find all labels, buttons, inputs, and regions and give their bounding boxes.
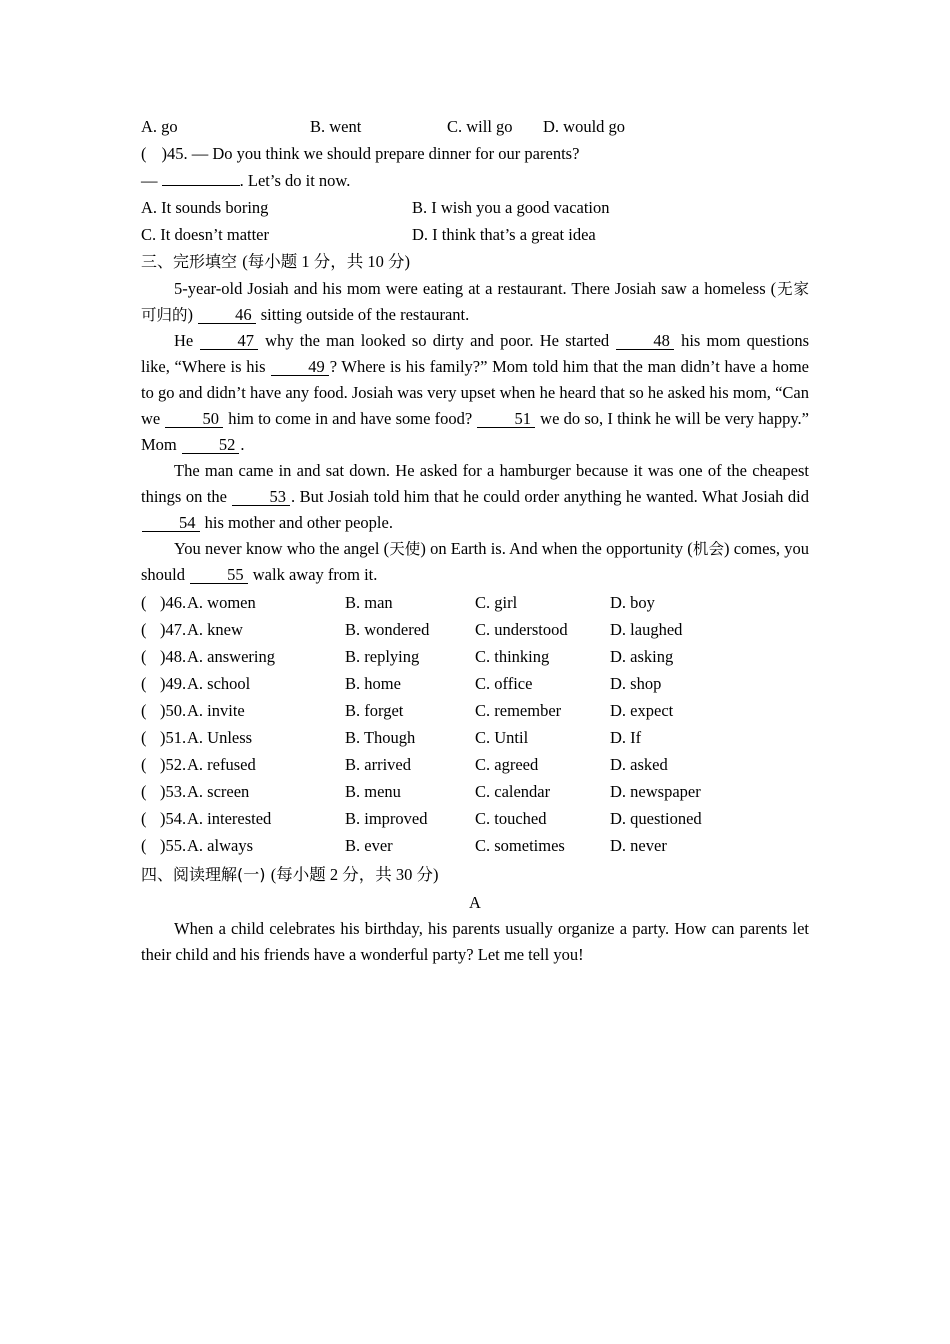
cloze-question-row xyxy=(141,589,809,616)
option-a[interactable]: A. knew xyxy=(187,620,243,639)
cloze-options-list xyxy=(141,589,809,859)
option-d[interactable]: D. never xyxy=(610,836,667,855)
cloze-paragraph: He 47 why the man looked so dirty and poor. He started 48 his mom questions like, “Where is his 49 ? Where is his family?” Mom told him that the man didn’t have a home to go and didn’t have any food. Josiah was very upset when he heard that so he asked his mom, “Can we 50 him to come in and have some food? 51 we do so, I think he will be very happy.” Mom 52 . xyxy=(141,331,809,454)
reading-passage-label: A xyxy=(469,893,481,912)
chinese-gloss: 无家可归的 xyxy=(141,280,809,324)
cloze-paragraph: You never know who the angel (天使) on Earth is. And when the opportunity (机会) comes, you should 55 walk away from it. xyxy=(141,539,809,584)
question-45-options-ab xyxy=(141,194,809,221)
answer-bracket[interactable]: ( xyxy=(141,647,147,666)
cloze-question-row xyxy=(141,751,809,778)
option-a[interactable]: A. school xyxy=(187,674,251,693)
cloze-paragraph: 5-year-old Josiah and his mom were eating at a restaurant. There Josiah saw a homeless (无家可归的) 46 sitting outside of the restaurant. xyxy=(141,279,809,324)
cloze-question-row xyxy=(141,805,809,832)
option-b[interactable]: B. menu xyxy=(345,782,401,801)
question-number: )53. xyxy=(160,782,187,801)
cloze-blank-51[interactable]: 51 xyxy=(477,410,535,428)
option-c[interactable]: C. girl xyxy=(475,593,518,612)
cloze-question-row xyxy=(141,697,809,724)
option-b[interactable]: B. ever xyxy=(345,836,393,855)
option-d[interactable]: D. shop xyxy=(610,674,662,693)
option-d[interactable]: D. would go xyxy=(543,117,626,136)
question-44-options-row xyxy=(141,113,809,140)
cloze-blank-50[interactable]: 50 xyxy=(165,410,223,428)
option-d[interactable]: D. I think that’s a great idea xyxy=(412,225,596,244)
option-b[interactable]: B. arrived xyxy=(345,755,411,774)
option-a[interactable]: A. refused xyxy=(187,755,256,774)
question-number: )47. xyxy=(160,620,187,639)
cloze-question-row xyxy=(141,670,809,697)
option-b[interactable]: B. home xyxy=(345,674,401,693)
option-a[interactable]: A. invite xyxy=(187,701,245,720)
option-b[interactable]: B. went xyxy=(310,117,362,136)
option-a[interactable]: A. screen xyxy=(187,782,250,801)
cloze-blank-55[interactable]: 55 xyxy=(190,566,248,584)
answer-bracket[interactable]: ( xyxy=(141,728,147,747)
em-dash: — xyxy=(141,171,158,190)
cloze-passage xyxy=(141,276,809,588)
option-a[interactable]: A. It sounds boring xyxy=(141,198,269,217)
cloze-blank-49[interactable]: 49 xyxy=(271,358,329,376)
question-number: )48. xyxy=(160,647,187,666)
cloze-blank-48[interactable]: 48 xyxy=(616,332,674,350)
answer-bracket[interactable]: ( xyxy=(141,782,147,801)
page-content xyxy=(141,113,809,968)
answer-bracket[interactable]: ( xyxy=(141,593,147,612)
cloze-paragraph: The man came in and sat down. He asked for a hamburger because it was one of the cheapest things on the 53 . But Josiah told him that he could order anything he wanted. What Josiah did 54 his mother and other people. xyxy=(141,461,809,532)
option-a[interactable]: A. women xyxy=(187,593,256,612)
option-c[interactable]: C. office xyxy=(475,674,533,693)
answer-bracket[interactable]: ( xyxy=(141,836,147,855)
question-45-text-tail: . Let’s do it now. xyxy=(239,171,351,190)
option-b[interactable]: B. Though xyxy=(345,728,416,747)
option-c[interactable]: C. sometimes xyxy=(475,836,565,855)
option-b[interactable]: B. I wish you a good vacation xyxy=(412,198,610,217)
answer-bracket[interactable]: ( xyxy=(141,755,147,774)
answer-bracket[interactable]: ( xyxy=(141,674,147,693)
section-4-heading xyxy=(141,861,809,889)
reading-passage-a-text: When a child celebrates his birthday, his parents usually organize a party. How can parents let their child and his friends have a wonderful party? Let me tell you! xyxy=(141,919,809,964)
option-b[interactable]: B. wondered xyxy=(345,620,430,639)
option-d[interactable]: D. newspaper xyxy=(610,782,701,801)
option-d[interactable]: D. expect xyxy=(610,701,674,720)
option-c[interactable]: C. thinking xyxy=(475,647,550,666)
option-a[interactable]: A. interested xyxy=(187,809,272,828)
option-c[interactable]: C. It doesn’t matter xyxy=(141,225,270,244)
section-3-title: 三、完形填空 xyxy=(141,252,238,271)
question-number: )46. xyxy=(160,593,187,612)
cloze-blank-46[interactable]: 46 xyxy=(198,306,256,324)
cloze-blank-53[interactable]: 53 xyxy=(232,488,290,506)
section-4-score: (每小题 2 分，共 30 分) xyxy=(270,865,439,884)
cloze-question-row xyxy=(141,643,809,670)
option-d[interactable]: D. boy xyxy=(610,593,655,612)
option-d[interactable]: D. laughed xyxy=(610,620,683,639)
cloze-blank-54[interactable]: 54 xyxy=(142,514,200,532)
option-d[interactable]: D. If xyxy=(610,728,642,747)
question-45-text: — Do you think we should prepare dinner for our parents? xyxy=(191,144,580,163)
option-b[interactable]: B. replying xyxy=(345,647,420,666)
option-c[interactable]: C. understood xyxy=(475,620,568,639)
question-number: )54. xyxy=(160,809,187,828)
option-b[interactable]: B. man xyxy=(345,593,393,612)
cloze-question-row xyxy=(141,778,809,805)
question-number: )52. xyxy=(160,755,187,774)
option-a[interactable]: A. go xyxy=(141,117,178,136)
option-c[interactable]: C. remember xyxy=(475,701,562,720)
question-45-stem-line-1 xyxy=(141,140,809,167)
chinese-gloss: 机会 xyxy=(692,540,725,558)
section-4-title: 四、阅读理解(一) xyxy=(141,865,266,884)
cloze-question-row xyxy=(141,724,809,751)
cloze-question-row xyxy=(141,832,809,859)
answer-bracket[interactable]: ( )45. xyxy=(141,144,188,163)
question-number: )50. xyxy=(160,701,187,720)
section-3-heading xyxy=(141,248,809,276)
option-d[interactable]: D. asked xyxy=(610,755,668,774)
option-a[interactable]: A. Unless xyxy=(187,728,253,747)
answer-bracket[interactable]: ( xyxy=(141,809,147,828)
answer-blank-45[interactable] xyxy=(162,172,240,186)
answer-bracket[interactable]: ( xyxy=(141,701,147,720)
option-a[interactable]: A. always xyxy=(187,836,253,855)
option-c[interactable]: C. touched xyxy=(475,809,547,828)
cloze-question-row xyxy=(141,616,809,643)
cloze-blank-52[interactable]: 52 xyxy=(182,436,240,454)
cloze-blank-47[interactable]: 47 xyxy=(200,332,258,350)
option-b[interactable]: B. improved xyxy=(345,809,428,828)
question-45-stem-line-2 xyxy=(141,167,809,194)
question-number: )49. xyxy=(160,674,187,693)
section-3-score: (每小题 1 分，共 10 分) xyxy=(242,252,411,271)
chinese-gloss: 天使 xyxy=(389,540,421,558)
option-c[interactable]: C. agreed xyxy=(475,755,539,774)
option-d[interactable]: D. questioned xyxy=(610,809,702,828)
question-45-options-cd xyxy=(141,221,809,248)
option-c[interactable]: C. will go xyxy=(447,117,513,136)
option-b[interactable]: B. forget xyxy=(345,701,404,720)
option-d[interactable]: D. asking xyxy=(610,647,674,666)
question-number: )55. xyxy=(160,836,187,855)
option-c[interactable]: C. Until xyxy=(475,728,529,747)
answer-bracket[interactable]: ( xyxy=(141,620,147,639)
option-a[interactable]: A. answering xyxy=(187,647,275,666)
option-c[interactable]: C. calendar xyxy=(475,782,551,801)
question-number: )51. xyxy=(160,728,187,747)
